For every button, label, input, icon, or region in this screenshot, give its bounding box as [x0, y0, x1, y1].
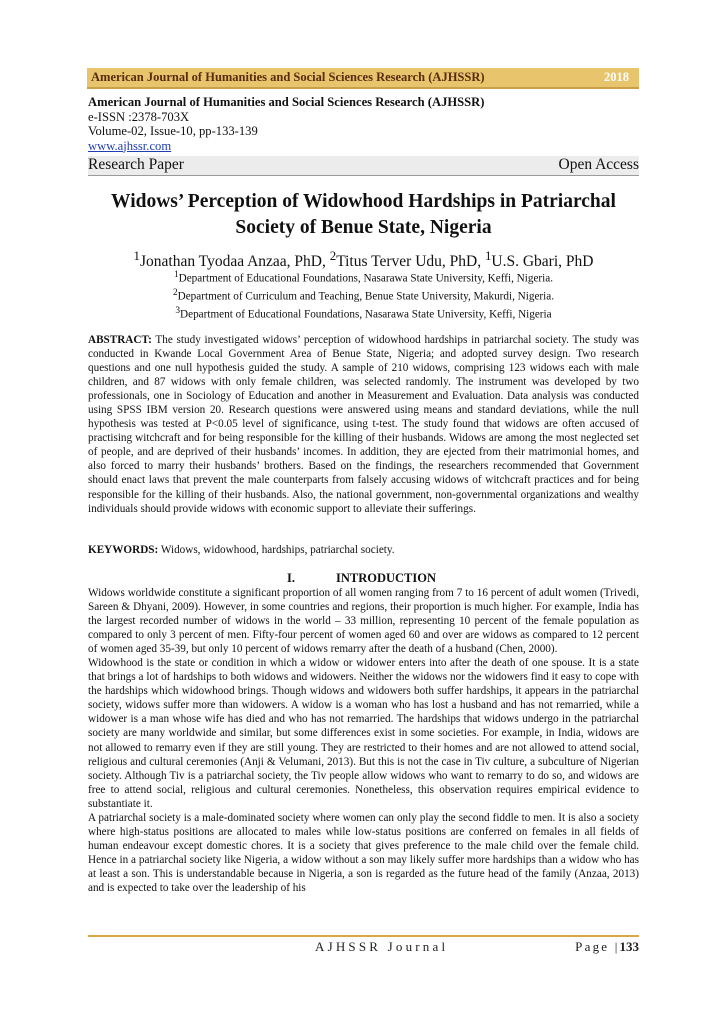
- paper-title-line: Society of Benue State, Nigeria: [235, 217, 492, 238]
- affiliation: [88, 304, 639, 322]
- journal-meta: [88, 95, 484, 153]
- footer-journal: AJHSSR Journal: [315, 939, 449, 954]
- paper-type-label: Research Paper: [88, 156, 184, 173]
- page-number: 133: [619, 939, 639, 954]
- page-label: Page |: [575, 939, 620, 954]
- paper-title: [88, 189, 639, 241]
- footer-page: [575, 939, 639, 955]
- affiliation-sup: 2: [172, 288, 178, 299]
- abstract: [88, 333, 639, 516]
- affiliation-sup: 3: [175, 306, 181, 317]
- journal-url-link[interactable]: www.ajhssr.com: [88, 138, 172, 153]
- journal-header-bar: [87, 68, 639, 89]
- keywords-text: Widows, widowhood, hardships, patriarchal society.: [158, 544, 395, 556]
- journal-header-year: 2018: [604, 70, 629, 84]
- journal-header-title: American Journal of Humanities and Social Sciences Research (AJHSSR): [91, 70, 485, 84]
- author-name: U.S. Gbari, PhD: [491, 253, 594, 271]
- issn: e-ISSN :2378-703X: [88, 109, 190, 124]
- author-sup: 1: [133, 248, 140, 263]
- affiliation-text: Department of Curriculum and Teaching, Benue State University, Makurdi, Nigeria.: [177, 290, 555, 303]
- journal-name: American Journal of Humanities and Social Sciences Research (AJHSSR): [88, 95, 485, 109]
- keywords: [88, 543, 639, 557]
- affiliation-text: Department of Educational Foundations, Nasarawa State University, Keffi, Nigeria.: [178, 272, 554, 285]
- footer-rule: [88, 935, 639, 937]
- page-footer: [88, 939, 639, 957]
- paragraph: A patriarchal society is a male-dominated society where women can only play the second fiddle to men. It is also a society where high-status positions are allocated to males while low-status positions are conferred on females in all fields of human endeavour except domestic chores. It is a society that gives preference to the male child over the female child. Hence in a patriarchal society like Nigeria, a widow without a son may likely suffer more hardships than a widow who has at least a son. This is understandable because in Nigeria, a son is regarded as the future head of the family (Anzaa, 2013) and is expected to take over the leadership of his: [88, 811, 639, 894]
- affiliation: [88, 268, 639, 286]
- author-sup: 2: [329, 248, 337, 263]
- abstract-text: The study investigated widows’ perception of widowhood hardships in patriarchal society. The study was conducted in Kwande Local Government Area of Benue State, Nigeria; and adopted survey design. Two research questions and one null hypothesis guided the study. A sample of 210 widows, comprising 123 widows each with male children, and 87 widows with only female children, was selected randomly. The instrument was developed by two professionals, one in Sociology of Education and another in Measurement and Evaluation. Data analysis was conducted using SPSS IBM version 20. Research questions were answered using means and standard deviations, while the null hypothesis was tested at P<0.05 level of significance, using t-test. The study found that widows are often accused of practising witchcraft and for being responsible for the killing of their husbands. Widows are among the most neglected set of people, and are deprived of their husbands’ incomes. In addition, they are ejected from their matrimonial homes, and also forced to marry their husbands’ brothers. Based on the findings, the researchers recommended that Government should enact laws that prevent the male counterparts from falsely accusing widows of witchcraft practices and for being responsible for the killing of their husbands. Also, the national government, non-governmental organizations and wealthy individuals should provide widows with economic support to alleviate their sufferings.: [88, 334, 639, 515]
- affiliation-text: Department of Educational Foundations, Nasarawa State University, Keffi, Nigeria: [180, 309, 552, 322]
- section-number: I.: [287, 571, 295, 585]
- paper-title-line: Widows’ Perception of Widowhood Hardships in Patriarchal: [111, 191, 616, 212]
- volume-issue: Volume-02, Issue-10, pp-133-139: [88, 124, 258, 138]
- paragraph: Widowhood is the state or condition in which a widow or widower enters into after the death of one spouse. It is a state that brings a lot of hardships to both widows and widowers. Neither the widows nor the widowers find it easy to cope with the hardships which widowhood brings. Though widows and widowers both suffer hardships, it appears in the patriarchal society, widows suffer more than widowers. A widow is a woman who has lost a husband and has not remarried, while a widower is a man whose wife has died and who has not remarried. The hardships that widows undergo in the patriarchal society are many worldwide and similar, but some differences exist in some societies. For example, in India, widows are not allowed to remarry even if they are still young. They are restricted to their homes and are not allowed to attend social, religious and cultural ceremonies (Anji & Velumani, 2013). But this is not the case in Tiv culture, a subculture of Nigerian society. Although Tiv is a patriarchal society, the Tiv people allow widows who want to remarry to do so, and widows are free to attend social, religious and cultural ceremonies. Nonetheless, this observation requires empirical evidence to substantiate it.: [88, 657, 639, 810]
- author-name: Jonathan Tyodaa Anzaa, PhD,: [139, 253, 330, 271]
- affiliation-sup: 1: [173, 270, 179, 280]
- paragraph: Widows worldwide constitute a significant proportion of all women ranging from 7 to 16 percent of adult women (Trivedi, Sareen & Dhyani, 2009). However, in some countries and regions, their proportion is much higher. For example, India has the largest recorded number of widows in the world – 33 million, representing 10 percent of the female population as compared to only 3 percent of men. Fifty-four percent of women aged 60 and over are widows as compared to 12 percent of women aged 35-39, but only 10 percent of widows remarry after the death of a husband (Chen, 2000).: [88, 587, 639, 656]
- abstract-label: ABSTRACT:: [88, 334, 152, 346]
- open-access-label: Open Access: [558, 156, 639, 173]
- keywords-label: KEYWORDS:: [88, 544, 159, 556]
- author-name: Titus Terver Udu, PhD,: [336, 253, 485, 271]
- affiliation-list: [88, 268, 639, 323]
- affiliation: [88, 286, 639, 304]
- paper-type-row: [88, 156, 639, 176]
- introduction-body: [88, 586, 639, 895]
- section-title: INTRODUCTION: [336, 571, 437, 585]
- author-sup: 1: [484, 248, 492, 263]
